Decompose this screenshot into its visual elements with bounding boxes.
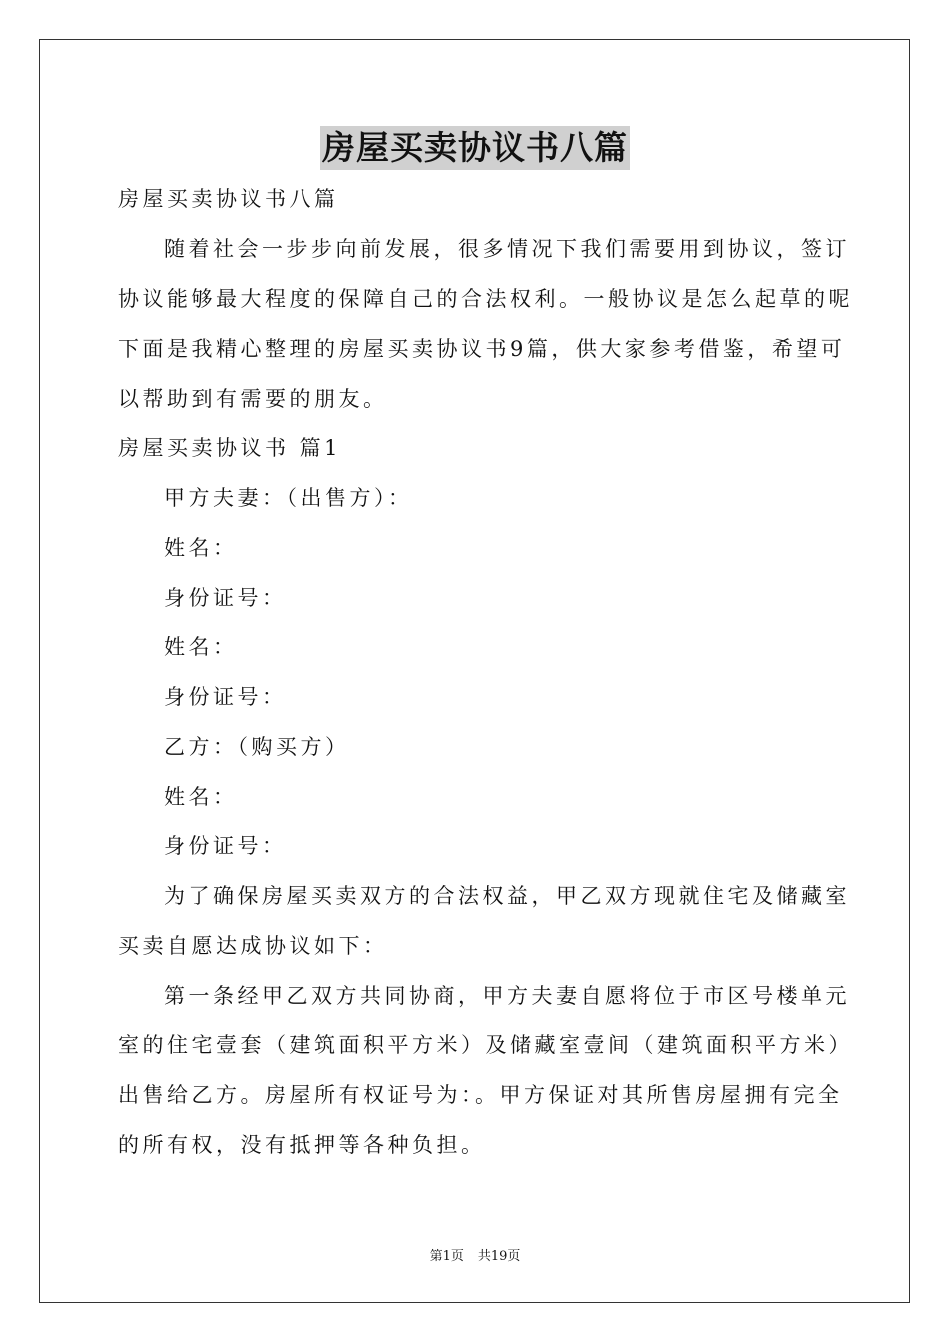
- id-field-2: 身份证号：: [164, 685, 287, 709]
- intro-line-4: 以帮助到有需要的朋友。: [118, 387, 388, 411]
- intro-line-3: 下面是我精心整理的房屋买卖协议书9篇，供大家参考借鉴，希望可: [118, 337, 846, 361]
- party-b-label: 乙方：（购买方）: [164, 735, 350, 759]
- article-1-line-4: 的所有权，没有抵押等各种负担。: [118, 1133, 486, 1157]
- title-wrap: [0, 126, 950, 170]
- intro-line-2: 协议能够最大程度的保障自己的合法权利。一般协议是怎么起草的呢: [118, 287, 853, 311]
- party-a-label: 甲方夫妻：（出售方）：: [164, 486, 413, 510]
- name-field-1: 姓名：: [164, 536, 238, 560]
- section-heading: 房屋买卖协议书 篇1: [118, 436, 342, 460]
- id-field-1: 身份证号：: [164, 586, 287, 610]
- id-field-3: 身份证号：: [164, 834, 287, 858]
- name-field-3: 姓名：: [164, 785, 238, 809]
- name-field-2: 姓名：: [164, 635, 238, 659]
- page-number: 第1页: [429, 1249, 464, 1264]
- page-footer: [0, 1248, 950, 1266]
- page-border: [39, 39, 910, 1303]
- intro-line-1: 随着社会一步步向前发展，很多情况下我们需要用到协议，签订: [164, 237, 850, 261]
- subtitle-line: 房屋买卖协议书八篇: [118, 187, 339, 211]
- article-1-line-2: 室的住宅壹套（建筑面积平方米）及储藏室壹间（建筑面积平方米）: [118, 1033, 853, 1057]
- document-title: 房屋买卖协议书八篇: [320, 126, 630, 170]
- purpose-line-2: 买卖自愿达成协议如下：: [118, 934, 388, 958]
- page-total: 共19页: [477, 1249, 521, 1264]
- purpose-line-1: 为了确保房屋买卖双方的合法权益，甲乙双方现就住宅及储藏室: [164, 884, 850, 908]
- article-1-line-3: 出售给乙方。房屋所有权证号为：。甲方保证对其所售房屋拥有完全: [118, 1083, 843, 1107]
- article-1-line-1: 第一条经甲乙双方共同协商，甲方夫妻自愿将位于市区号楼单元: [164, 984, 850, 1008]
